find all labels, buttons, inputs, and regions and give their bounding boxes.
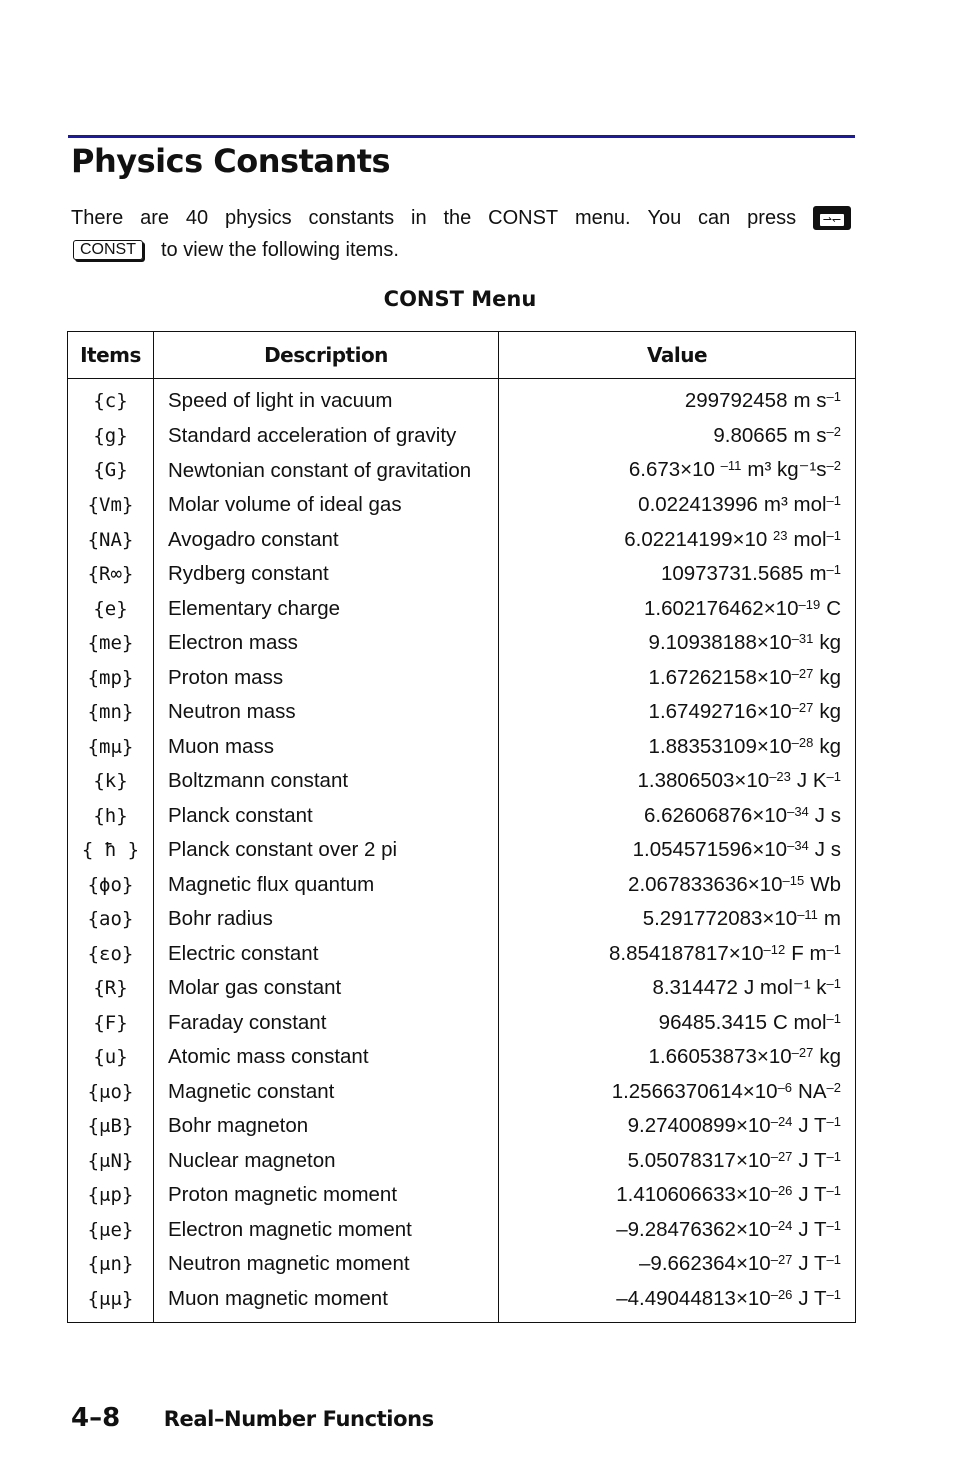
constant-value <box>499 1247 856 1282</box>
menu-item-label: {me} <box>68 626 154 661</box>
value-times-ten: ×10 <box>742 1079 778 1103</box>
header-items: Items <box>68 332 154 379</box>
table-body <box>68 379 856 1323</box>
table-row <box>68 1213 856 1248</box>
constant-value <box>499 592 856 627</box>
table-row <box>68 695 856 730</box>
value-unit-exponent: –1 <box>826 493 841 508</box>
table-row <box>68 1178 856 1213</box>
value-unit-exponent: –1 <box>826 527 841 543</box>
value-unit-exponent: –1 <box>826 1183 841 1198</box>
value-times-ten: ×10 <box>735 1252 771 1275</box>
intro-word: 40 <box>185 207 209 229</box>
constant-description: Bohr magneton <box>154 1109 499 1144</box>
intro-word: physics <box>224 207 292 229</box>
constant-description: Molar gas constant <box>154 971 499 1006</box>
constant-value <box>499 971 856 1006</box>
table-row <box>68 833 856 868</box>
value-exponent: –27 <box>791 665 814 681</box>
value-unit: J T <box>798 1114 827 1137</box>
menu-item-label: {mμ} <box>68 730 154 765</box>
value-mantissa: 2.067833636 <box>628 872 748 896</box>
constant-description: Proton mass <box>154 661 499 696</box>
value-mantissa: 1.88353109 <box>648 734 757 758</box>
constant-description: Proton magnetic moment <box>154 1178 499 1213</box>
table-row <box>68 764 856 799</box>
value-mantissa: 1.602176462 <box>643 596 764 620</box>
table-row <box>68 971 856 1006</box>
table-row <box>68 419 856 454</box>
intro-word: the <box>443 207 472 229</box>
menu-item-label: {R∞} <box>68 557 154 592</box>
table-row <box>68 523 856 558</box>
value-times-ten: ×10 <box>747 872 783 896</box>
menu-item-label: {mp} <box>68 661 154 696</box>
constant-description: Electron mass <box>154 626 499 661</box>
constant-value <box>499 799 856 834</box>
menu-item-label: {μB} <box>68 1109 154 1144</box>
menu-item-label: {εo} <box>68 937 154 972</box>
value-mantissa: 1.2566370614 <box>611 1079 743 1103</box>
value-unit: NA <box>798 1079 827 1103</box>
value-mantissa: 1.410606633 <box>616 1183 736 1206</box>
value-mantissa: 8.854187817 <box>609 941 729 965</box>
constant-description: Elementary charge <box>154 592 499 627</box>
value-times-ten: ×10 <box>752 803 788 827</box>
table-row <box>68 1040 856 1075</box>
menu-item-label: {μo} <box>68 1075 154 1110</box>
constant-value <box>499 1109 856 1144</box>
value-unit: kg <box>819 700 841 723</box>
constant-description: Speed of light in vacuum <box>154 379 499 419</box>
value-exponent: –28 <box>791 734 814 750</box>
value-unit-exponent: –2 <box>826 423 841 439</box>
value-unit-exponent: –1 <box>826 1114 841 1129</box>
value-unit-exponent: –1 <box>826 1286 841 1302</box>
constant-value <box>499 730 856 765</box>
constant-value <box>499 868 856 903</box>
value-exponent: 23 <box>773 527 788 543</box>
constant-value <box>499 1075 856 1110</box>
page-footer <box>71 1403 434 1433</box>
value-unit: kg <box>819 734 841 758</box>
value-times-ten: ×10 <box>680 458 721 481</box>
header-description: Description <box>154 332 499 379</box>
table-row <box>68 453 856 488</box>
constant-value <box>499 1282 856 1323</box>
value-unit-exponent: –2 <box>826 1079 841 1095</box>
table-row <box>68 626 856 661</box>
intro-word: can <box>698 207 731 229</box>
value-times-ten: ×10 <box>756 631 792 654</box>
value-unit: m s <box>793 389 827 412</box>
value-unit-exponent: –1 <box>826 562 841 577</box>
menu-item-label: {μp} <box>68 1178 154 1213</box>
value-unit: mol <box>793 527 827 551</box>
value-exponent: –24 <box>770 1114 793 1129</box>
menu-item-label: {c} <box>68 379 154 419</box>
constant-value <box>499 764 856 799</box>
heading-rule <box>68 135 855 138</box>
value-mantissa: 10973731.5685 <box>660 562 804 585</box>
value-times-ten: ×10 <box>728 941 764 965</box>
intro-line-1 <box>71 202 851 234</box>
value-times-ten: ×10 <box>735 1148 771 1172</box>
constant-description: Magnetic flux quantum <box>154 868 499 903</box>
menu-item-label: {R} <box>68 971 154 1006</box>
table-row <box>68 937 856 972</box>
table-row <box>68 1075 856 1110</box>
table-row <box>68 730 856 765</box>
table-row <box>68 1247 856 1282</box>
table-row <box>68 1006 856 1041</box>
value-mantissa: –4.49044813 <box>616 1286 736 1310</box>
menu-item-label: {u} <box>68 1040 154 1075</box>
const-menu-table <box>67 331 856 1323</box>
value-unit-exponent: –1 <box>826 1252 841 1267</box>
constant-value <box>499 523 856 558</box>
intro-word: There <box>71 207 124 229</box>
value-unit: J K <box>796 769 827 792</box>
menu-item-label: {e} <box>68 592 154 627</box>
value-mantissa: –9.662364 <box>639 1252 736 1275</box>
value-exponent: –31 <box>791 631 814 646</box>
constant-value <box>499 1144 856 1179</box>
constant-description: Atomic mass constant <box>154 1040 499 1075</box>
value-mantissa: 1.66053873 <box>648 1045 757 1068</box>
menu-item-label: {g} <box>68 419 154 454</box>
value-mantissa: 9.10938188 <box>648 631 757 654</box>
intro-word: menu. <box>574 207 631 229</box>
constant-value <box>499 1040 856 1075</box>
constant-description: Neutron magnetic moment <box>154 1247 499 1282</box>
value-unit: kg <box>819 665 841 689</box>
constant-value <box>499 557 856 592</box>
value-times-ten: ×10 <box>735 1217 771 1241</box>
constant-value <box>499 1178 856 1213</box>
constant-description: Newtonian constant of gravitation <box>154 453 499 488</box>
menu-item-label: {μe} <box>68 1213 154 1248</box>
intro-word: in <box>411 207 427 229</box>
value-times-ten: ×10 <box>734 769 770 792</box>
constant-value <box>499 695 856 730</box>
table-row <box>68 557 856 592</box>
menu-item-label: {μn} <box>68 1247 154 1282</box>
menu-item-label: {μN} <box>68 1144 154 1179</box>
value-unit: C mol <box>772 1010 827 1034</box>
constant-description: Electron magnetic moment <box>154 1213 499 1248</box>
constant-value <box>499 661 856 696</box>
value-mantissa: 5.291772083 <box>642 907 763 930</box>
value-times-ten: ×10 <box>756 700 792 723</box>
constant-value <box>499 1213 856 1248</box>
value-mantissa: 96485.3415 <box>658 1010 767 1034</box>
value-times-ten: ×10 <box>735 1114 771 1137</box>
menu-item-label: {mn} <box>68 695 154 730</box>
constant-value <box>499 626 856 661</box>
value-unit: J mol⁻¹ k <box>743 976 827 999</box>
value-unit: C <box>826 596 841 620</box>
page-title: Physics Constants <box>71 142 391 180</box>
table-header-row <box>68 332 856 379</box>
constant-description: Standard acceleration of gravity <box>154 419 499 454</box>
value-unit-exponent: –1 <box>826 1010 841 1026</box>
constant-description: Planck constant over 2 pi <box>154 833 499 868</box>
value-unit: J T <box>798 1286 827 1310</box>
constant-description: Faraday constant <box>154 1006 499 1041</box>
page-number: 4–8 <box>71 1403 121 1433</box>
menu-item-label: {h} <box>68 799 154 834</box>
value-unit-exponent: –1 <box>826 976 841 991</box>
value-unit: m³ mol <box>763 493 827 516</box>
value-unit: kg <box>819 631 841 654</box>
menu-item-label: {k} <box>68 764 154 799</box>
value-times-ten: ×10 <box>752 838 788 861</box>
table-row <box>68 1109 856 1144</box>
constant-value <box>499 937 856 972</box>
intro-word: constants <box>308 207 395 229</box>
table-row <box>68 379 856 419</box>
table-row <box>68 661 856 696</box>
value-mantissa: 1.67262158 <box>648 665 757 689</box>
constant-description: Boltzmann constant <box>154 764 499 799</box>
value-times-ten: ×10 <box>735 1286 771 1310</box>
constant-value <box>499 419 856 454</box>
value-unit: J s <box>814 803 841 827</box>
constant-description: Avogadro constant <box>154 523 499 558</box>
constant-description: Magnetic constant <box>154 1075 499 1110</box>
constant-value <box>499 453 856 488</box>
menu-item-label: {G} <box>68 453 154 488</box>
value-mantissa: 1.67492716 <box>648 700 757 723</box>
table-caption: CONST Menu <box>383 287 537 311</box>
value-unit: J T <box>798 1252 827 1275</box>
constant-description: Rydberg constant <box>154 557 499 592</box>
value-exponent: –6 <box>777 1079 793 1095</box>
value-unit: kg <box>819 1045 841 1068</box>
value-unit-exponent: –1 <box>826 389 841 404</box>
value-unit-exponent: –1 <box>826 769 841 784</box>
intro-line-2-text: to view the following items. <box>161 239 399 261</box>
constant-description: Planck constant <box>154 799 499 834</box>
table-row <box>68 1282 856 1323</box>
value-times-ten: ×10 <box>735 1183 771 1206</box>
value-mantissa: –9.28476362 <box>616 1217 736 1241</box>
table-row <box>68 799 856 834</box>
value-exponent: –26 <box>770 1286 793 1302</box>
table-row <box>68 1144 856 1179</box>
right-shift-key-icon: ⇀↽ <box>813 206 851 230</box>
value-unit: F m <box>791 941 827 965</box>
value-unit-exponent: –1 <box>826 941 841 957</box>
value-mantissa: 8.314472 <box>652 976 738 999</box>
menu-item-label: {NA} <box>68 523 154 558</box>
value-mantissa: 1.3806503 <box>637 769 735 792</box>
constant-description: Muon magnetic moment <box>154 1282 499 1323</box>
value-unit: m s <box>793 423 827 447</box>
value-exponent: –27 <box>791 1045 814 1060</box>
constant-description: Bohr radius <box>154 902 499 937</box>
intro-paragraph <box>71 202 851 266</box>
constant-value <box>499 488 856 523</box>
value-times-ten: ×10 <box>756 1045 792 1068</box>
value-mantissa: 6.673 <box>628 458 681 481</box>
value-exponent: –27 <box>770 1252 793 1267</box>
value-times-ten: ×10 <box>762 907 798 930</box>
intro-word: press <box>747 207 797 229</box>
menu-item-label: {μμ} <box>68 1282 154 1323</box>
section-name: Real–Number Functions <box>163 1407 434 1431</box>
value-mantissa: 0.022413996 <box>638 493 758 516</box>
value-unit: J T <box>798 1148 827 1172</box>
table-row <box>68 488 856 523</box>
value-mantissa: 1.054571596 <box>632 838 753 861</box>
value-exponent: –34 <box>787 838 809 853</box>
constant-value <box>499 902 856 937</box>
constant-description: Molar volume of ideal gas <box>154 488 499 523</box>
intro-word: are <box>140 207 170 229</box>
value-exponent: –24 <box>770 1217 793 1233</box>
constant-value <box>499 1006 856 1041</box>
value-exponent: –11 <box>797 907 818 922</box>
value-exponent: –23 <box>769 769 791 784</box>
value-unit: m <box>823 907 841 930</box>
value-exponent: –26 <box>770 1183 793 1198</box>
value-unit: J s <box>814 838 841 861</box>
constant-value <box>499 833 856 868</box>
intro-word: You <box>647 207 682 229</box>
header-value: Value <box>499 332 856 379</box>
value-exponent: –11 <box>720 458 742 473</box>
value-exponent: –12 <box>763 941 786 957</box>
value-mantissa: 9.80665 <box>713 423 788 447</box>
menu-item-label: { ħ } <box>68 833 154 868</box>
const-key: CONST <box>73 240 143 260</box>
value-unit: Wb <box>810 872 841 896</box>
value-mantissa: 9.27400899 <box>627 1114 736 1137</box>
value-exponent: –19 <box>798 596 821 612</box>
value-unit: m <box>809 562 827 585</box>
menu-item-label: {ao} <box>68 902 154 937</box>
constant-value <box>499 379 856 419</box>
value-exponent: –27 <box>770 1148 793 1164</box>
menu-item-label: {ϕo} <box>68 868 154 903</box>
value-exponent: –34 <box>787 803 809 819</box>
value-times-ten: ×10 <box>756 665 792 689</box>
constant-description: Electric constant <box>154 937 499 972</box>
value-unit-exponent: –1 <box>826 1217 841 1233</box>
value-mantissa: 6.62606876 <box>644 803 753 827</box>
table-row <box>68 902 856 937</box>
value-unit-exponent: –1 <box>826 1148 841 1164</box>
value-exponent: –27 <box>791 700 814 715</box>
value-times-ten: ×10 <box>732 527 774 551</box>
table-row <box>68 592 856 627</box>
table-row <box>68 868 856 903</box>
value-exponent: –15 <box>782 872 805 888</box>
constant-description: Muon mass <box>154 730 499 765</box>
value-times-ten: ×10 <box>756 734 792 758</box>
value-mantissa: 299792458 <box>684 389 788 412</box>
value-unit: J T <box>798 1183 827 1206</box>
menu-item-label: {Vm} <box>68 488 154 523</box>
intro-word: CONST <box>488 207 559 229</box>
value-mantissa: 5.05078317 <box>627 1148 736 1172</box>
value-unit: J T <box>798 1217 827 1241</box>
value-unit-exponent: –2 <box>826 458 841 473</box>
constant-description: Nuclear magneton <box>154 1144 499 1179</box>
value-times-ten: ×10 <box>763 596 799 620</box>
value-mantissa: 6.02214199 <box>624 527 733 551</box>
intro-line-2 <box>71 234 851 266</box>
constant-description: Neutron mass <box>154 695 499 730</box>
menu-item-label: {F} <box>68 1006 154 1041</box>
value-unit: m³ kg⁻¹s <box>747 458 827 481</box>
